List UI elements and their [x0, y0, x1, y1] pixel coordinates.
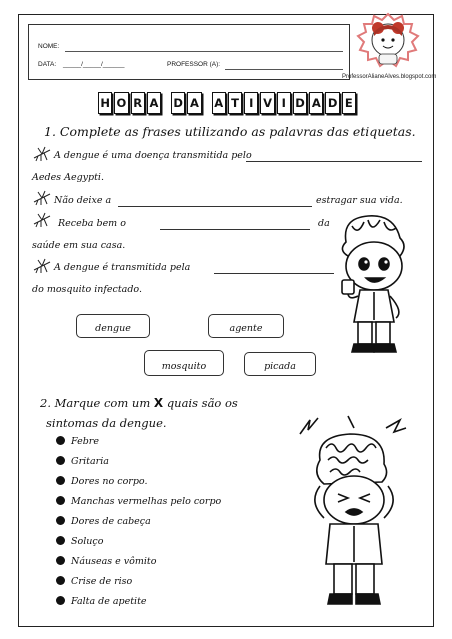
title-letter: I: [244, 92, 258, 114]
title-letter: T: [228, 92, 242, 114]
title-letter: D: [325, 92, 339, 114]
question-2-prompt: [40, 396, 238, 410]
title-letter: I: [277, 92, 291, 114]
title-letter: A: [309, 92, 323, 114]
symptom-option[interactable]: Dores no corpo.: [56, 476, 148, 487]
title-letter: A: [212, 92, 226, 114]
nome-field[interactable]: [65, 51, 343, 52]
bullet-icon: [56, 436, 65, 445]
sentence-2-end: estragar sua vida.: [316, 195, 403, 206]
bullet-icon: [56, 596, 65, 605]
bullet-icon: [56, 496, 65, 505]
question-2-prompt-a: 2. Marque com um: [40, 396, 151, 410]
sentence-4: A dengue é transmitida pela: [54, 262, 191, 273]
sick-boy-illustration: [290, 414, 416, 610]
word-tag-agente[interactable]: agente: [208, 314, 284, 338]
word-tag-mosquito[interactable]: mosquito: [144, 350, 224, 376]
title-letter: V: [260, 92, 274, 114]
answer-blank-4[interactable]: [214, 273, 334, 274]
professor-label: PROFESSOR (A):: [167, 61, 221, 68]
mosquito-icon: [32, 146, 52, 162]
sentence-3-cont: saúde em sua casa.: [32, 240, 126, 251]
mosquito-icon: [32, 212, 52, 228]
smiling-boy-illustration: [328, 212, 420, 358]
sentence-3-end: da: [318, 218, 330, 229]
sentence-3: Receba bem o: [58, 218, 126, 229]
answer-blank-3[interactable]: [160, 229, 310, 230]
x-mark: X: [153, 396, 164, 410]
symptom-option[interactable]: Crise de riso: [56, 576, 132, 587]
teacher-logo-icon: [348, 10, 428, 80]
symptom-option[interactable]: Febre: [56, 436, 99, 447]
bullet-icon: [56, 456, 65, 465]
symptom-option[interactable]: Falta de apetite: [56, 596, 147, 607]
symptom-option[interactable]: Soluço: [56, 536, 103, 547]
bullet-icon: [56, 556, 65, 565]
date-field[interactable]: _____/_____/______: [63, 61, 125, 68]
title-letter: D: [171, 92, 185, 114]
question-1-prompt: 1. Complete as frases utilizando as palavras das etiquetas.: [44, 124, 416, 139]
title-letter: R: [131, 92, 145, 114]
sentence-4-cont: do mosquito infectado.: [32, 284, 142, 295]
question-2-prompt-b: quais são os: [166, 396, 238, 410]
answer-blank-2[interactable]: [118, 206, 312, 207]
professor-field[interactable]: [225, 69, 343, 70]
bullet-icon: [56, 476, 65, 485]
student-info-box: [28, 24, 350, 80]
title-letter: O: [114, 92, 128, 114]
blog-url: ProfessorAlianeAlves.blogspot.com: [342, 74, 437, 80]
nome-label: NOME:: [38, 43, 60, 50]
title-letter: H: [98, 92, 112, 114]
title-letter: E: [342, 92, 356, 114]
symptom-option[interactable]: Náuseas e vômito: [56, 556, 156, 567]
symptom-option[interactable]: Manchas vermelhas pelo corpo: [56, 496, 221, 507]
bullet-icon: [56, 516, 65, 525]
title-letter: A: [147, 92, 161, 114]
word-tag-picada[interactable]: picada: [244, 352, 316, 376]
page-title: [98, 92, 356, 114]
question-2-prompt-line2: sintomas da dengue.: [46, 416, 167, 430]
bullet-icon: [56, 536, 65, 545]
title-letter: D: [293, 92, 307, 114]
word-tag-dengue[interactable]: dengue: [76, 314, 150, 338]
answer-blank-1[interactable]: [246, 161, 422, 162]
bullet-icon: [56, 576, 65, 585]
data-label: DATA:: [38, 61, 57, 68]
symptom-option[interactable]: Gritaria: [56, 456, 109, 467]
sentence-2: Não deixe a: [54, 195, 112, 206]
sentence-1-cont: Aedes Aegypti.: [32, 172, 104, 183]
symptom-option[interactable]: Dores de cabeça: [56, 516, 151, 527]
sentence-1: A dengue é uma doença transmitida pelo: [54, 150, 252, 161]
mosquito-icon: [32, 258, 52, 274]
mosquito-icon: [32, 190, 52, 206]
title-letter: A: [187, 92, 201, 114]
